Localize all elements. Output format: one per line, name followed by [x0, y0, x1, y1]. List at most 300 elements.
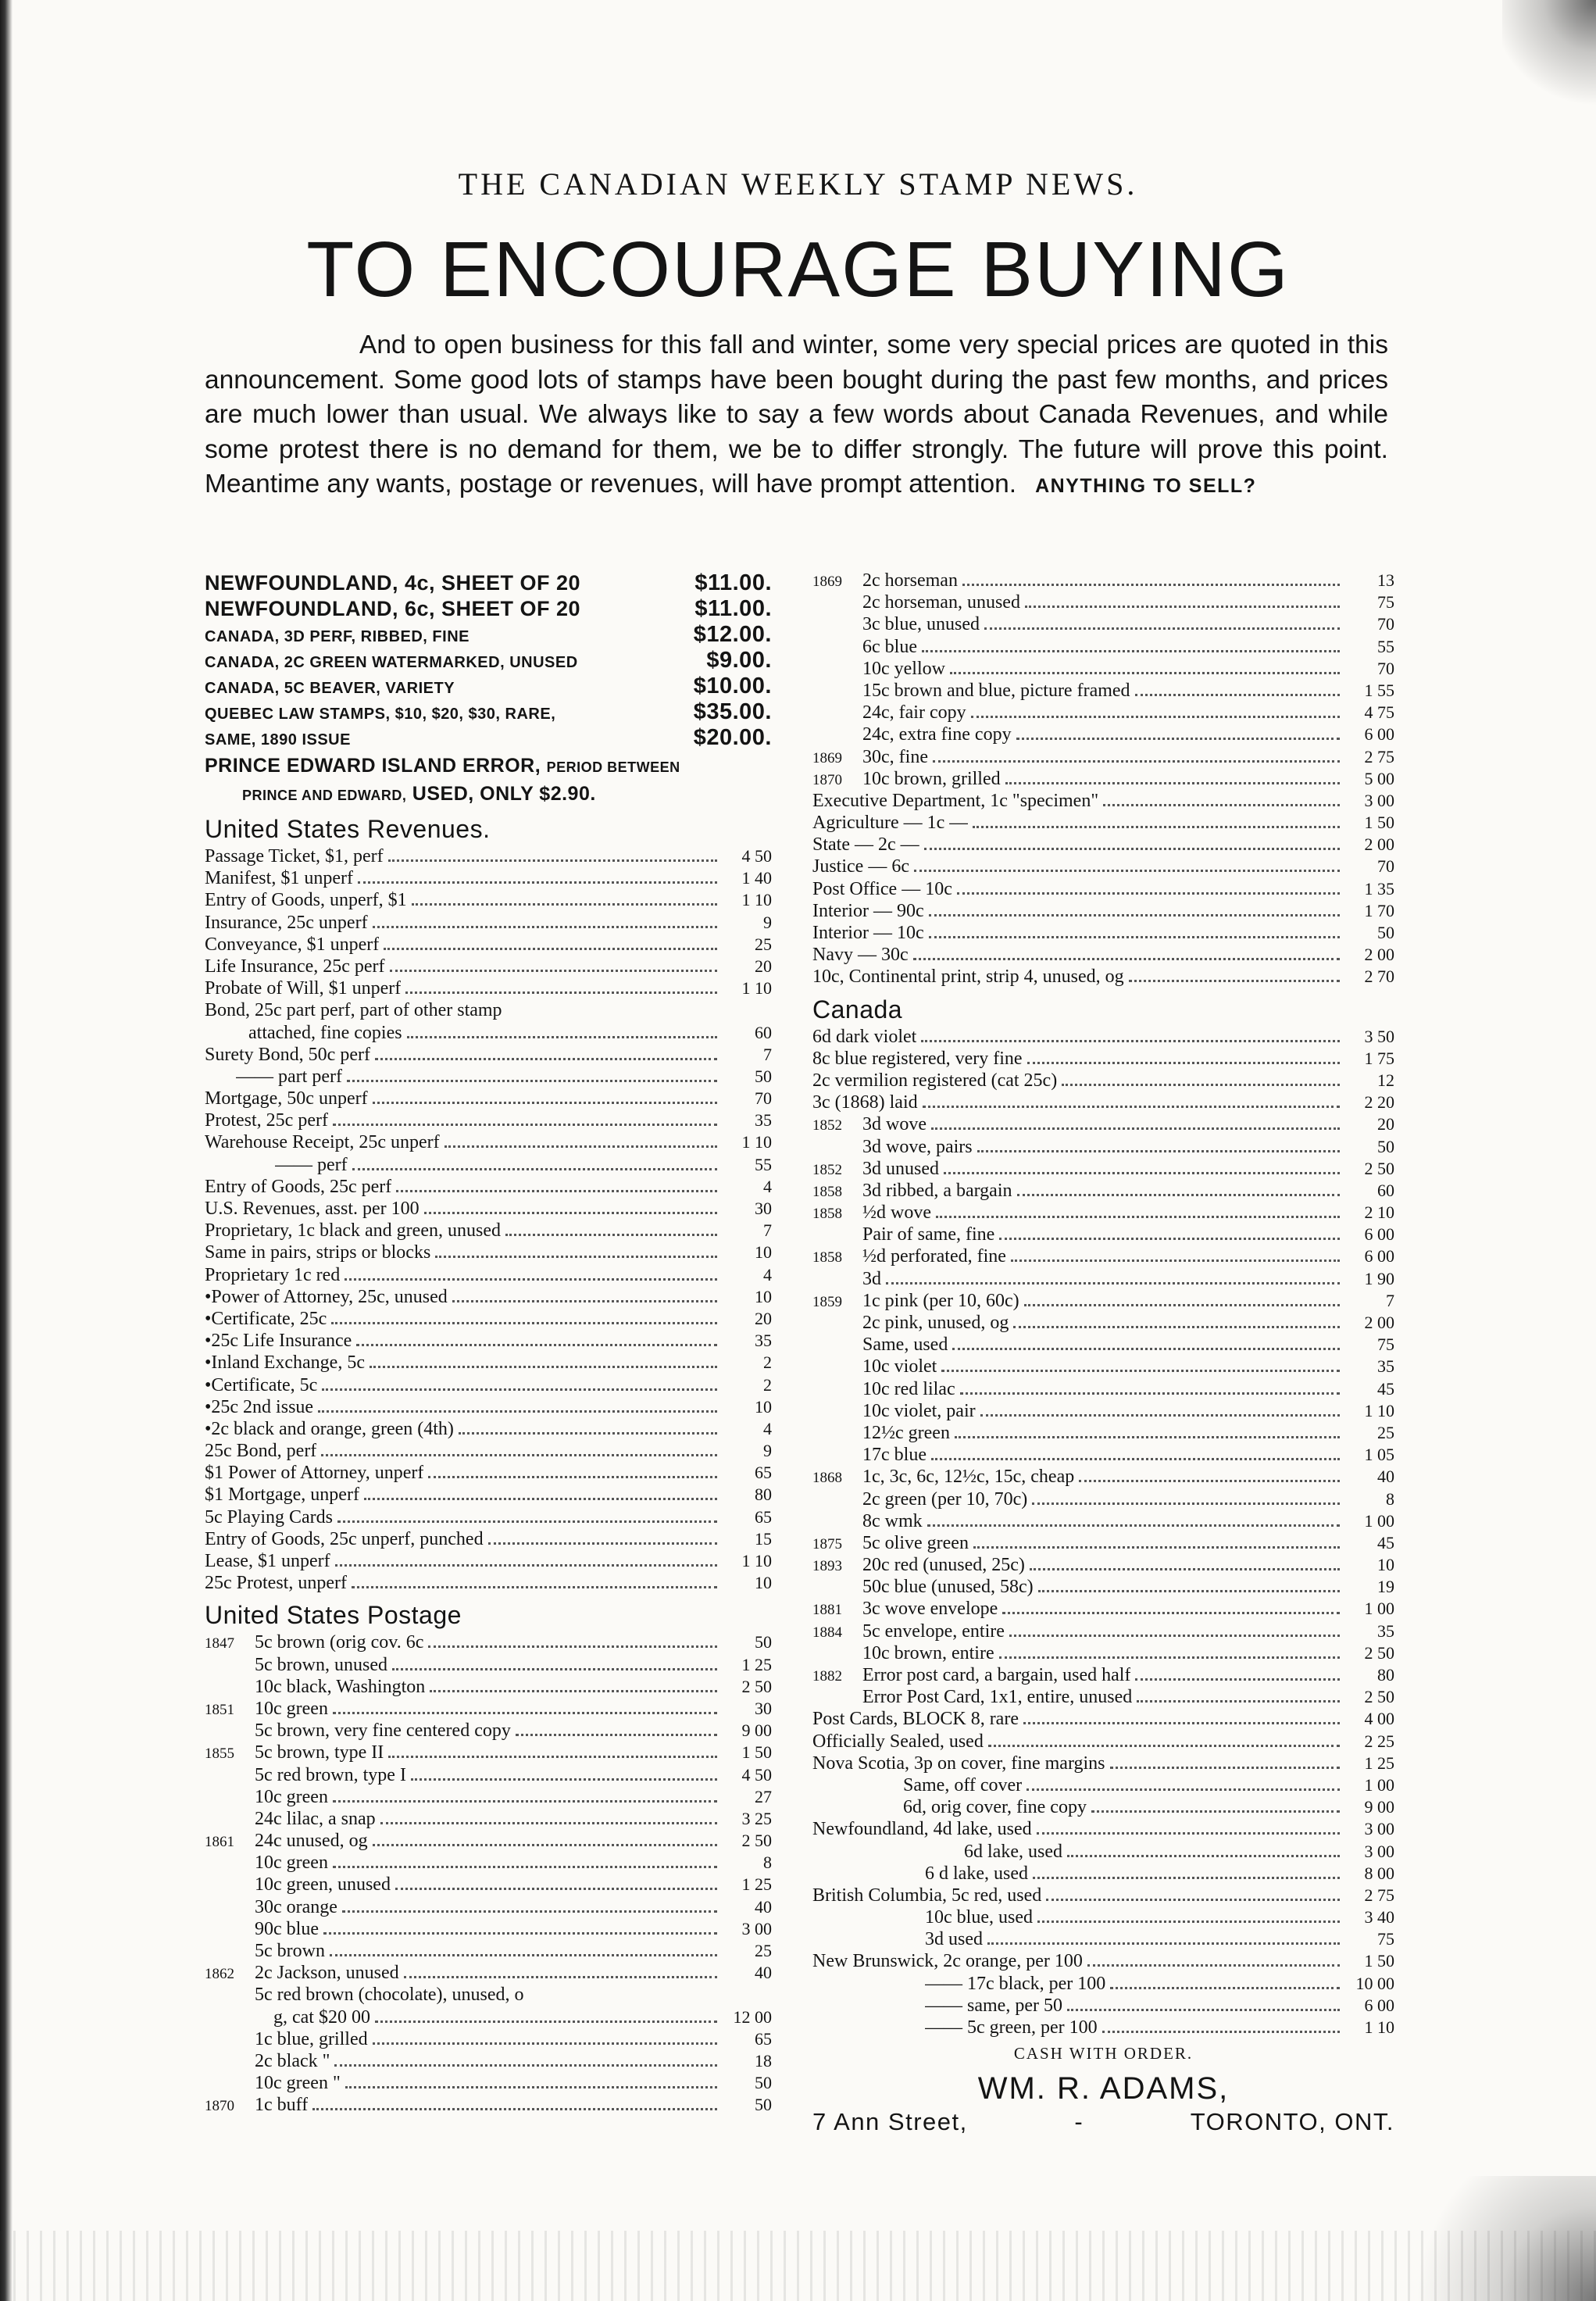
price-list-item [812, 747, 1394, 769]
item-description: Interior — 90c [812, 900, 924, 921]
item-price: 1 00 [1364, 1774, 1394, 1795]
item-price: 50 [1377, 923, 1394, 942]
item-description: 3d wove, pairs [862, 1136, 973, 1157]
featured-offer [205, 725, 772, 751]
item-description: 3d wove [862, 1114, 927, 1135]
item-description: 10c violet, pair [862, 1400, 976, 1421]
price-list-item [205, 1809, 772, 1831]
featured-offer [205, 570, 772, 596]
item-price: 75 [1377, 1929, 1394, 1949]
item-dot-leader [396, 1190, 717, 1192]
item-price: 1 10 [1364, 1400, 1394, 1420]
item-dot-leader [955, 1436, 1340, 1438]
item-dot-leader [488, 1542, 717, 1545]
item-description: •Certificate, 25c [205, 1308, 327, 1329]
price-list-item [812, 923, 1394, 945]
item-description: 10c brown, entire [862, 1642, 994, 1663]
item-dot-leader [957, 892, 1340, 895]
price-list-item [812, 1092, 1394, 1114]
item-dot-leader [1135, 694, 1340, 696]
price-list-item [812, 681, 1394, 702]
item-description: Manifest, $1 unperf [205, 868, 353, 889]
item-price: 35 [1377, 1356, 1394, 1377]
featured-offer [205, 596, 772, 622]
price-list-item [812, 2017, 1394, 2039]
item-description: 6c blue [862, 636, 917, 657]
item-price: 10 00 [1355, 1973, 1394, 1993]
price-list-item [205, 1573, 772, 1595]
item-description: British Columbia, 5c red, used [812, 1885, 1042, 1906]
item-dot-leader [411, 1778, 717, 1781]
price-list-item [812, 1929, 1394, 1951]
item-description: ½d perforated, fine [862, 1246, 1006, 1267]
ad-title: TO ENCOURAGE BUYING [306, 226, 1290, 313]
item-dot-leader [375, 1058, 717, 1060]
item-price: 65 [755, 2028, 772, 2049]
item-description: •Power of Attorney, 25c, unused [205, 1286, 448, 1307]
item-dot-leader [333, 1124, 717, 1126]
price-list-item [812, 1996, 1394, 2017]
item-dot-leader [1005, 782, 1340, 784]
item-dot-leader [347, 1080, 717, 1082]
item-description: 20c red (unused, 25c) [862, 1555, 1025, 1576]
item-price: 50 [755, 1066, 772, 1086]
item-dot-leader [345, 2086, 717, 2088]
item-dot-leader [973, 826, 1340, 828]
price-list-item [205, 1720, 772, 1742]
price-list-item [812, 1401, 1394, 1423]
item-dot-leader [373, 2042, 717, 2045]
item-description: Protest, 25c perf [205, 1110, 328, 1131]
price-list-item [812, 1379, 1394, 1401]
item-dot-leader [380, 1822, 717, 1824]
item-price: 65 [755, 1463, 772, 1483]
item-price: 3 25 [741, 1808, 772, 1828]
us-revenues-heading: United States Revenues. [205, 815, 491, 843]
item-price: 25 [755, 1941, 772, 1960]
item-dot-leader [364, 1498, 717, 1500]
item-price: 2 50 [741, 1831, 772, 1851]
item-year: 1893 [812, 1558, 842, 1575]
item-description: 24c lilac, a snap [255, 1808, 376, 1829]
item-dot-leader [445, 1145, 717, 1148]
item-description: 8c wmk [862, 1510, 923, 1531]
item-description: 10c green [255, 1698, 328, 1719]
price-list-item [205, 1831, 772, 1853]
item-price: 6 00 [1364, 1995, 1394, 2015]
item-price: 75 [1377, 592, 1394, 613]
item-dot-leader [913, 958, 1340, 960]
item-price: 1 10 [741, 1132, 772, 1152]
item-dot-leader [373, 926, 717, 928]
item-price: 5 00 [1364, 768, 1394, 788]
right-column [812, 570, 1394, 2136]
offer-label: CANADA, 2C GREEN WATERMARKED, UNUSED [205, 654, 578, 671]
item-dot-leader [1027, 1062, 1340, 1064]
item-dot-leader [1009, 1635, 1340, 1637]
item-description: $1 Power of Attorney, unperf [205, 1463, 424, 1484]
price-list-item [205, 1287, 772, 1309]
item-dot-leader [1067, 1855, 1340, 1857]
item-dot-leader [923, 1106, 1340, 1108]
item-dot-leader [424, 1212, 717, 1214]
item-description: 10c, Continental print, strip 4, unused, og [812, 966, 1124, 988]
price-list-item [205, 1632, 772, 1654]
item-description: Error Post Card, 1x1, entire, unused [862, 1687, 1133, 1708]
item-description: 2c green (per 10, 70c) [862, 1488, 1028, 1510]
item-description: Post Office — 10c [812, 878, 952, 899]
item-dot-leader [1091, 1810, 1340, 1813]
item-description: •2c black and orange, green (4th) [205, 1418, 454, 1439]
price-list-item [205, 1309, 772, 1331]
item-dot-leader [318, 1410, 717, 1413]
item-year: 1859 [812, 1293, 842, 1310]
price-list-item [812, 1027, 1394, 1049]
item-description: 6d lake, used [964, 1841, 1062, 1862]
item-year: 1858 [812, 1183, 842, 1200]
item-year: 1869 [812, 749, 842, 766]
item-description: —— part perf [236, 1066, 342, 1087]
price-list-item [205, 1485, 772, 1506]
item-dot-leader [1037, 1920, 1340, 1923]
item-description: Proprietary, 1c black and green, unused [205, 1220, 501, 1242]
price-list-item [205, 1177, 772, 1199]
featured-offer [205, 699, 772, 725]
price-list-item [812, 1643, 1394, 1665]
item-price: 10 [755, 1396, 772, 1417]
item-price: 1 55 [1364, 680, 1394, 700]
item-price: 3 50 [1364, 1026, 1394, 1046]
price-list-item [812, 945, 1394, 966]
item-year: 1851 [205, 1701, 234, 1718]
item-dot-leader [971, 716, 1340, 718]
item-dot-leader [412, 903, 717, 906]
item-dot-leader [980, 1414, 1340, 1417]
item-year: 1882 [812, 1668, 842, 1685]
item-price: 7 [763, 1044, 772, 1064]
item-dot-leader [886, 1282, 1340, 1284]
address-street: 7 Ann Street, [812, 2108, 968, 2136]
item-description: 5c brown, very fine centered copy [255, 1720, 511, 1742]
item-dot-leader [1011, 1259, 1340, 1262]
price-list-item [205, 1110, 772, 1132]
item-price: 1 50 [1364, 1951, 1394, 1971]
item-price: 30 [755, 1698, 772, 1718]
price-list-item [205, 1677, 772, 1699]
item-description: 25c Protest, unperf [205, 1573, 347, 1594]
item-price: 40 [1377, 1467, 1394, 1487]
item-price: 40 [755, 1896, 772, 1917]
item-price: 1 25 [1364, 1753, 1394, 1773]
price-list-item [205, 1220, 772, 1242]
item-description: attached, fine copies [248, 1022, 402, 1043]
item-price: 45 [1377, 1532, 1394, 1552]
offer-price: $10.00. [693, 674, 772, 699]
price-list-item [812, 813, 1394, 834]
item-price: 8 [1386, 1488, 1394, 1509]
offer-price: $12.00. [693, 622, 772, 647]
item-description: 5c olive green [862, 1532, 969, 1553]
item-price: 12 00 [733, 2006, 772, 2027]
item-description: Officially Sealed, used [812, 1731, 984, 1752]
price-list-item [812, 1687, 1394, 1709]
item-description: 17c blue [862, 1445, 927, 1466]
item-description: Life Insurance, 25c perf [205, 956, 385, 977]
item-dot-leader [1110, 1987, 1340, 1989]
item-description: State — 2c — [812, 834, 919, 856]
item-description: Bond, 25c part perf, part of other stamp [205, 1000, 502, 1021]
item-description: Nova Scotia, 3p on cover, fine margins [812, 1753, 1105, 1774]
item-dot-leader [322, 1388, 717, 1391]
price-list-item [812, 1224, 1394, 1246]
item-dot-leader [334, 2064, 717, 2067]
item-price: 9 [763, 1441, 772, 1461]
item-price: 3 00 [1364, 1841, 1394, 1861]
price-list-item [205, 1331, 772, 1352]
price-list-item [812, 1577, 1394, 1599]
price-list-item [812, 1114, 1394, 1136]
item-dot-leader [435, 1256, 717, 1258]
price-list-item [205, 1463, 772, 1485]
item-dot-leader [987, 1942, 1340, 1945]
offer-price: $11.00. [694, 570, 772, 595]
item-description: 3d [862, 1268, 881, 1289]
item-description: Justice — 6c [812, 856, 909, 877]
canada-heading: Canada [812, 995, 903, 1024]
offer-price: $35.00. [693, 699, 772, 724]
item-price: 70 [1377, 658, 1394, 678]
item-dot-leader [1137, 1700, 1340, 1703]
price-list-item [205, 1551, 772, 1573]
item-description: 5c brown, unused [255, 1654, 387, 1675]
item-dot-leader [428, 1645, 717, 1648]
item-description: 2c vermilion registered (cat 25c) [812, 1070, 1058, 1091]
item-dot-leader [960, 1392, 1340, 1395]
price-list-item [205, 1985, 772, 2006]
price-list-item [205, 1507, 772, 1529]
item-price: 2 50 [741, 1676, 772, 1696]
price-list-item [205, 1045, 772, 1067]
item-description: 10c green " [255, 2073, 341, 2094]
featured-offer [205, 648, 772, 674]
price-list-item [812, 1974, 1394, 1996]
price-list-item [812, 834, 1394, 856]
item-description: 2c horseman [862, 570, 958, 591]
price-list-item [205, 890, 772, 912]
item-price: 7 [763, 1220, 772, 1241]
item-description: 6 d lake, used [925, 1863, 1028, 1884]
item-description: 5c brown (orig cov. 6c [255, 1632, 424, 1653]
price-list-item [205, 2029, 772, 2051]
price-list-item [205, 1242, 772, 1264]
item-description: 10c blue, used [925, 1907, 1033, 1928]
item-price: 45 [1377, 1378, 1394, 1399]
price-list-item [205, 1897, 772, 1919]
item-price: 10 [755, 1242, 772, 1263]
price-list-item [205, 1375, 772, 1397]
item-description: Entry of Goods, unperf, $1 [205, 890, 407, 911]
price-list-item [205, 1419, 772, 1441]
prince-sub-small: PRINCE AND EDWARD, [242, 788, 407, 803]
item-dot-leader [395, 1888, 717, 1890]
item-dot-leader [452, 1300, 717, 1302]
item-description: Entry of Goods, 25c unperf, punched [205, 1528, 484, 1549]
price-list-item [205, 2095, 772, 2117]
price-list-item [205, 1655, 772, 1677]
item-description: —— 5c green, per 100 [925, 2017, 1098, 2038]
item-dot-leader [944, 1172, 1340, 1174]
price-list-item [812, 1951, 1394, 1973]
item-dot-leader [1033, 1877, 1340, 1879]
item-price: 1 25 [741, 1654, 772, 1674]
item-description: 1c, 3c, 6c, 12½c, 15c, cheap [862, 1467, 1075, 1488]
item-dot-leader [1023, 1722, 1340, 1724]
item-price: 35 [1377, 1620, 1394, 1641]
item-dot-leader [333, 1712, 717, 1714]
item-dot-leader [962, 584, 1340, 586]
price-list-item [812, 966, 1394, 988]
offer-label: CANADA, 3D PERF, RIBBED, FINE [205, 628, 470, 645]
item-dot-leader [1046, 1899, 1340, 1901]
price-list-item [812, 1467, 1394, 1488]
item-price: 4 75 [1364, 702, 1394, 723]
item-dot-leader [330, 1954, 717, 1956]
item-price: 20 [755, 1308, 772, 1328]
item-dot-leader [312, 2108, 717, 2110]
item-price: 19 [1377, 1577, 1394, 1597]
item-dot-leader [342, 1910, 717, 1913]
item-description: ½d wove [862, 1202, 931, 1224]
item-description: •Inland Exchange, 5c [205, 1352, 365, 1374]
price-list-item [205, 1765, 772, 1787]
item-price: 2 [763, 1352, 772, 1373]
item-price: 20 [755, 956, 772, 976]
item-description: 10c yellow [862, 658, 945, 679]
item-description: Interior — 10c [812, 923, 924, 943]
item-dot-leader [931, 1458, 1340, 1460]
price-list-item [812, 1555, 1394, 1577]
item-year: 1858 [812, 1249, 842, 1267]
item-description: Same in pairs, strips or blocks [205, 1242, 431, 1263]
item-price: 10 [1377, 1555, 1394, 1575]
item-dot-leader [1037, 1832, 1340, 1835]
item-year: 1875 [812, 1535, 842, 1552]
item-price: 6 00 [1364, 1246, 1394, 1267]
item-dot-leader [929, 914, 1340, 916]
price-list-item [812, 1202, 1394, 1224]
item-year: 1852 [812, 1117, 842, 1134]
left-column [205, 570, 772, 2117]
item-description: 30c orange [255, 1896, 337, 1917]
item-dot-leader [505, 1234, 717, 1236]
prince-sub-big: USED, ONLY $2.90. [412, 783, 596, 805]
item-description: Post Cards, BLOCK 8, rare [812, 1709, 1019, 1730]
item-description: Conveyance, $1 unperf [205, 934, 380, 955]
prince-edward-offer [205, 752, 772, 809]
item-description: g, cat $20 00 [273, 2006, 370, 2028]
item-dot-leader [984, 627, 1340, 630]
price-list-item [205, 2051, 772, 2073]
item-price: 4 [763, 1264, 772, 1284]
item-year: 1862 [205, 1966, 234, 1983]
item-description: Entry of Goods, 25c perf [205, 1176, 392, 1197]
us-revenues-list [205, 846, 772, 1595]
price-list-item [812, 1731, 1394, 1753]
price-list-item [205, 1441, 772, 1463]
offer-price: $11.00. [694, 596, 772, 621]
offer-price: $20.00. [693, 725, 772, 750]
item-price: 1 10 [741, 978, 772, 999]
item-description: 15c brown and blue, picture framed [862, 680, 1130, 701]
item-description: 2c pink, unused, og [862, 1313, 1009, 1333]
canada-list [812, 1027, 1394, 2040]
item-description: 10c green, unused [255, 1874, 391, 1895]
intro-paragraph [205, 328, 1388, 504]
price-list-item [205, 1963, 772, 1985]
price-list-item [205, 2073, 772, 2095]
item-dot-leader [921, 1040, 1340, 1042]
item-price: 2 [763, 1374, 772, 1395]
item-dot-leader [950, 672, 1340, 674]
offer-label: NEWFOUNDLAND, 4c, SHEET OF 20 [205, 571, 581, 595]
item-dot-leader [335, 1564, 717, 1567]
price-list-item [812, 1445, 1394, 1467]
price-list-item [205, 1199, 772, 1220]
item-description: 1c buff [255, 2095, 309, 2116]
item-dot-leader [1017, 1194, 1341, 1196]
item-dot-leader [1030, 1568, 1340, 1570]
item-description: 90c blue [255, 1918, 319, 1939]
item-dot-leader [1013, 1326, 1340, 1328]
item-price: 8 00 [1364, 1863, 1394, 1883]
item-dot-leader [952, 1348, 1340, 1350]
address-dash: - [1074, 2108, 1084, 2136]
item-price: 35 [755, 1331, 772, 1351]
item-description: 6d, orig cover, fine copy [903, 1797, 1087, 1818]
price-list-item [205, 1067, 772, 1088]
price-list-item [812, 592, 1394, 614]
item-price: 3 00 [741, 1918, 772, 1938]
anything-to-sell: ANYTHING TO SELL? [1035, 475, 1257, 497]
us-postage-list [205, 1632, 772, 2117]
price-list-item [812, 1269, 1394, 1291]
item-price: 40 [755, 1963, 772, 1983]
price-list-item [205, 1000, 772, 1022]
item-price: 9 00 [1364, 1797, 1394, 1817]
item-price: 3 00 [1364, 790, 1394, 810]
item-dot-leader [333, 1866, 717, 1868]
item-dot-leader [914, 870, 1340, 872]
item-description: 10c green [255, 1786, 328, 1807]
item-price: 4 50 [741, 1764, 772, 1785]
item-description: 10c brown, grilled [862, 768, 1001, 789]
item-price: 6 00 [1364, 1224, 1394, 1245]
item-price: 13 [1377, 570, 1394, 590]
item-dot-leader [1135, 1678, 1340, 1681]
item-dot-leader [356, 1344, 717, 1346]
price-list-item [812, 1070, 1394, 1092]
item-dot-leader [388, 1756, 717, 1758]
item-price: 2 75 [1364, 1885, 1394, 1905]
item-description: 2c black " [255, 2050, 330, 2071]
item-price: 27 [755, 1786, 772, 1806]
item-price: 1 05 [1364, 1445, 1394, 1465]
item-year: 1868 [812, 1470, 842, 1487]
item-description: 3c wove envelope [862, 1599, 998, 1620]
price-list-item [812, 659, 1394, 681]
item-price: 65 [755, 1506, 772, 1527]
page-bottom-speckle [0, 2231, 1596, 2301]
